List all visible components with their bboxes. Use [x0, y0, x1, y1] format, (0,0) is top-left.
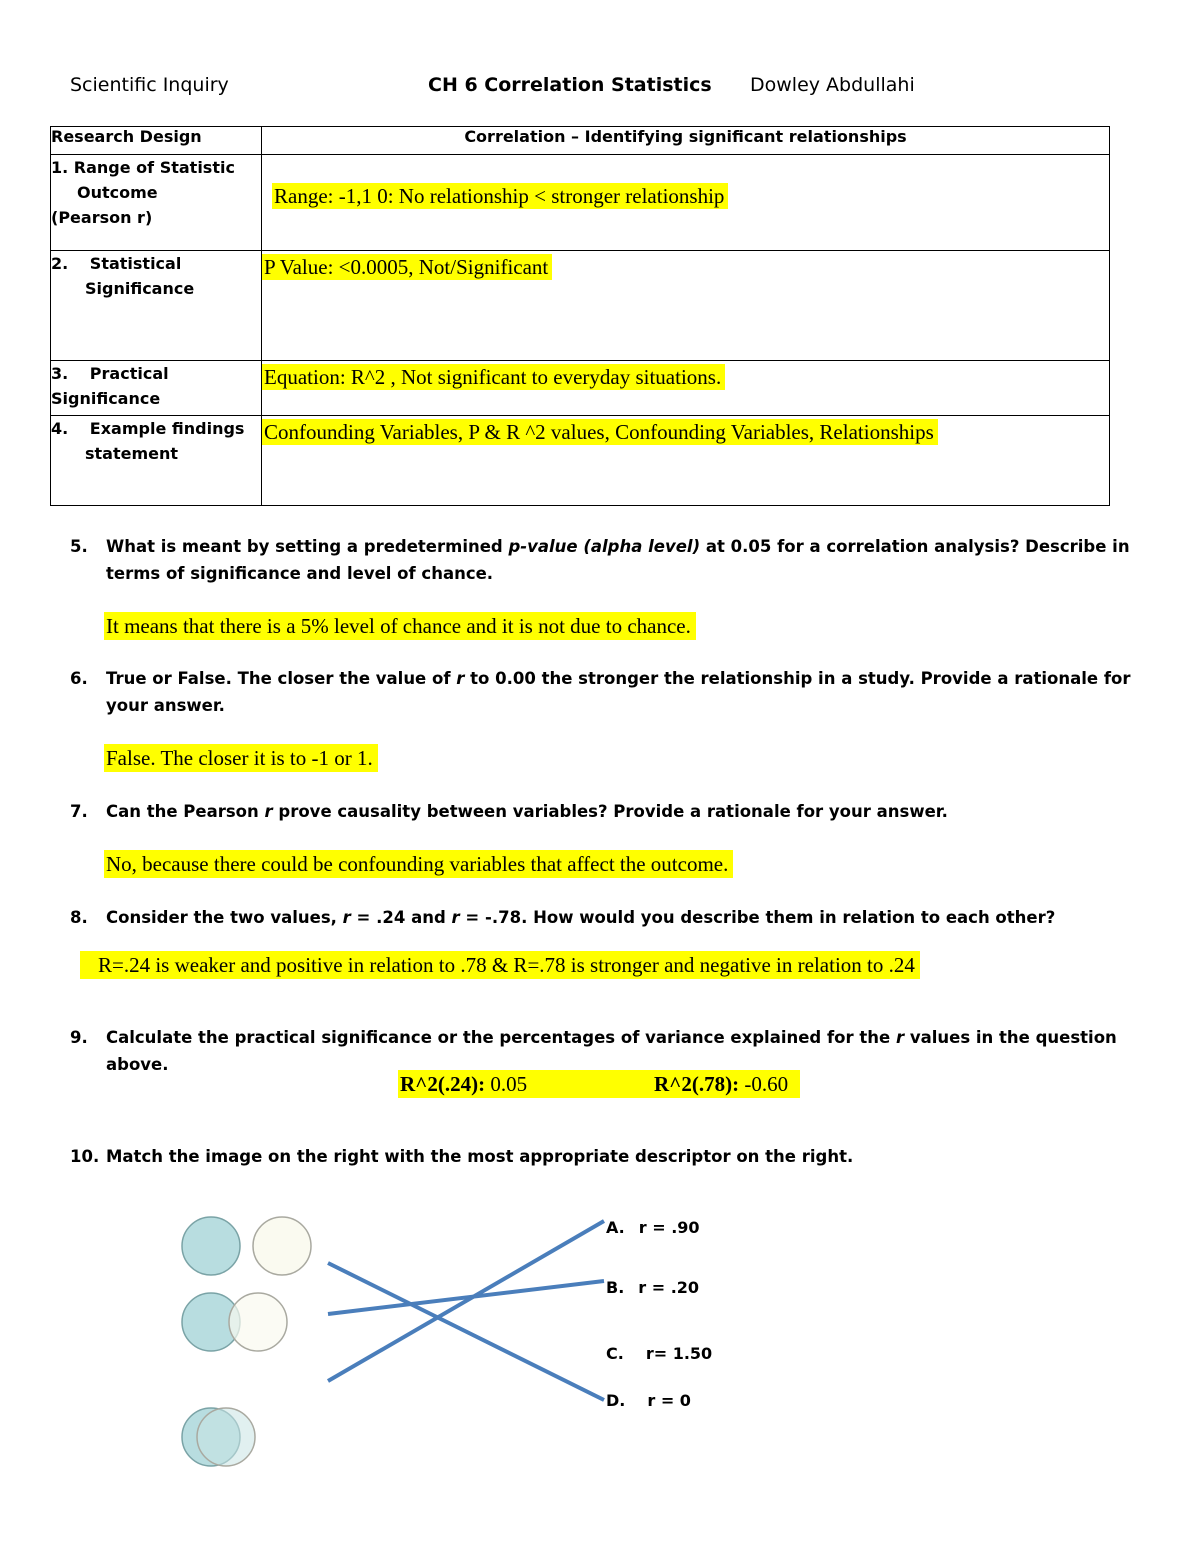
- answer-6: False. The closer it is to -1 or 1.: [104, 744, 378, 772]
- row-number: 4.: [51, 419, 69, 438]
- row-label-line: Significance: [85, 279, 195, 298]
- col1-header: Research Design: [51, 127, 262, 155]
- option-value: r = .20: [638, 1278, 700, 1297]
- option-letter: A.: [606, 1218, 625, 1237]
- answer-7: No, because there could be confounding variables that affect the outcome.: [104, 850, 733, 878]
- header-student-name: Dowley Abdullahi: [750, 74, 915, 96]
- match-line[interactable]: [328, 1263, 604, 1400]
- row-number: 2.: [51, 254, 69, 273]
- venn-circle: [229, 1293, 287, 1351]
- answer-8: R=.24 is weaker and positive in relation to .78 & R=.78 is stronger and negative in relation to .24: [80, 951, 920, 979]
- question-text: Consider the two values, r = .24 and r = -.78. How would you describe them in relation to each other?: [106, 908, 1056, 927]
- question-text: Can the Pearson r prove causality between variables? Provide a rationale for your answer.: [106, 802, 948, 821]
- header-course: Scientific Inquiry: [70, 74, 229, 96]
- question-number: 5.: [70, 537, 88, 556]
- venn-circle: [182, 1217, 240, 1275]
- question-text: Calculate the practical significance or the percentages of variance explained for the r values in the question above.: [106, 1028, 1117, 1074]
- row-label-line: Example findings: [89, 419, 245, 438]
- option-value: r= 1.50: [645, 1344, 713, 1363]
- option-value: r = .90: [638, 1218, 700, 1237]
- row-label-line: Statistical: [89, 254, 182, 273]
- option-b: [606, 1278, 699, 1297]
- question-number: 10.: [70, 1147, 100, 1166]
- row-answer: Confounding Variables, P & R ^2 values, Confounding Variables, Relationships: [262, 419, 938, 445]
- row-label-line: (Pearson r): [51, 208, 153, 227]
- row-answer: Equation: R^2 , Not significant to everyday situations.: [262, 364, 725, 390]
- option-letter: C.: [606, 1344, 624, 1363]
- venn-circle: [197, 1408, 255, 1466]
- venn-circle: [253, 1217, 311, 1275]
- question-text: Match the image on the right with the most appropriate descriptor on the right.: [106, 1147, 854, 1166]
- answer-9a-value: 0.05: [485, 1072, 528, 1096]
- option-c: [606, 1344, 712, 1363]
- match-line[interactable]: [328, 1281, 604, 1314]
- question-number: 9.: [70, 1028, 88, 1047]
- row-label-line: statement: [85, 444, 179, 463]
- question-number: 8.: [70, 908, 88, 927]
- answer-5: It means that there is a 5% level of chance and it is not due to chance.: [104, 612, 696, 640]
- question-text: True or False. The closer the value of r to 0.00 the stronger the relationship in a study. Provide a rationale for your answer.: [106, 669, 1131, 715]
- row-label-line: Range of Statistic: [73, 158, 235, 177]
- answer-9b-value: -0.60: [739, 1072, 789, 1096]
- row-answer: P Value: <0.0005, Not/Significant: [262, 254, 552, 280]
- row-answer: Range: -1,1 0: No relationship < stronger relationship: [272, 183, 728, 209]
- option-a: [606, 1218, 700, 1237]
- option-value: r = 0: [647, 1391, 691, 1410]
- option-letter: B.: [606, 1278, 625, 1297]
- row-number: 3.: [51, 364, 69, 383]
- row-label-line: Outcome: [77, 183, 158, 202]
- option-d: [606, 1391, 691, 1410]
- answer-9b-label: R^2(.78):: [654, 1072, 740, 1096]
- row-number: 1.: [51, 158, 69, 177]
- question-text: What is meant by setting a predetermined p-value (alpha level) at 0.05 for a correlation analysis? Describe in terms of significance and level of chance.: [106, 537, 1130, 583]
- option-letter: D.: [606, 1391, 626, 1410]
- header-chapter-title: CH 6 Correlation Statistics: [428, 74, 712, 96]
- row-label-line: Practical: [89, 364, 169, 383]
- question-number: 6.: [70, 669, 88, 688]
- col2-header: Correlation – Identifying significant relationships: [262, 127, 1110, 155]
- question-number: 7.: [70, 802, 88, 821]
- answer-9a-label: R^2(.24):: [400, 1072, 486, 1096]
- row-label-line: Significance: [51, 389, 161, 408]
- match-line[interactable]: [328, 1221, 604, 1381]
